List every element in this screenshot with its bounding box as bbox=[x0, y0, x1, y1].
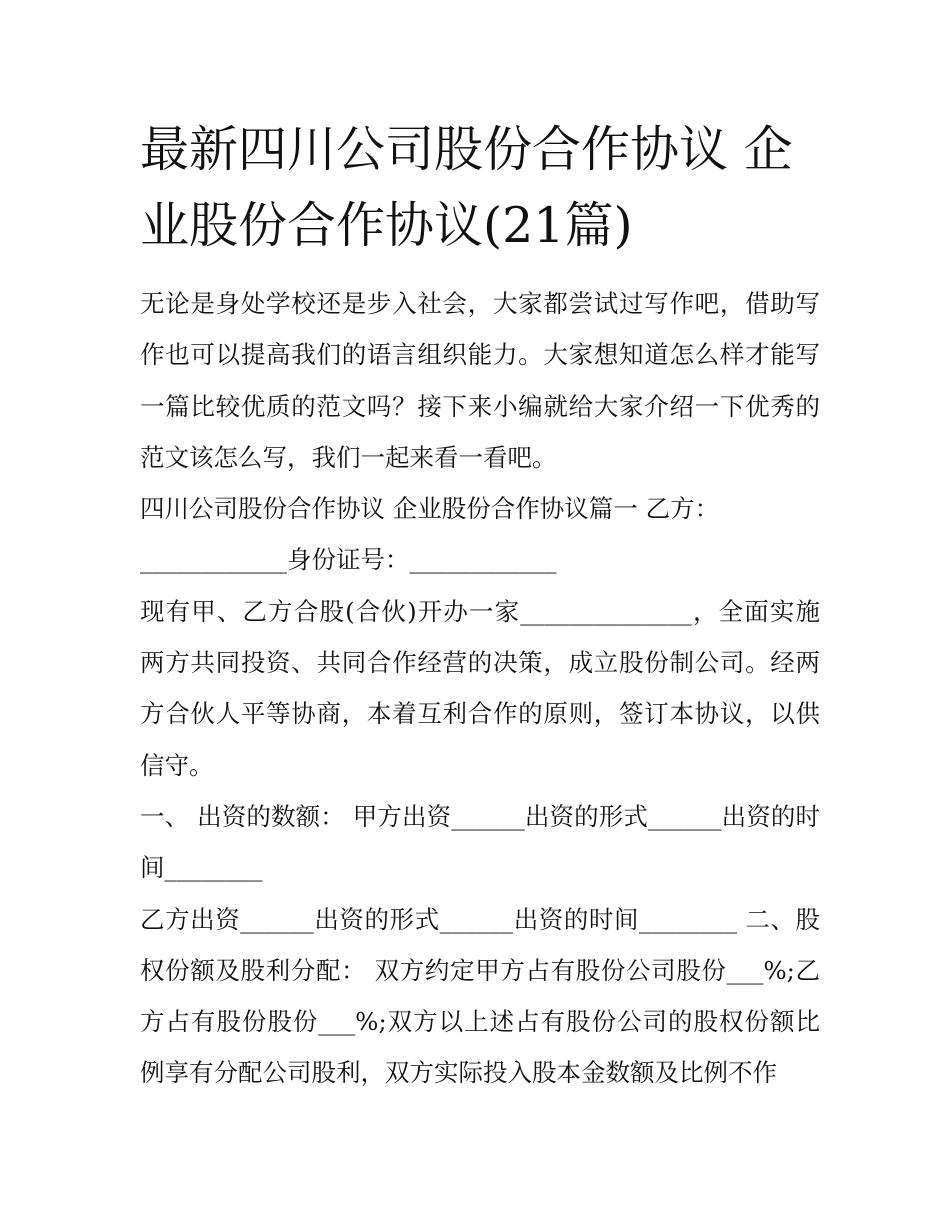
section-heading-paragraph: 四川公司股份合作协议 企业股份合作协议篇一 乙方： bbox=[140, 494, 720, 524]
document-body bbox=[140, 278, 820, 1099]
id-number-line: ____________身份证号：____________ bbox=[140, 545, 557, 575]
capital-contribution-paragraph: 一、 出资的数额： 甲方出资______出资的形式______出资的时间________ bbox=[140, 801, 820, 883]
agreement-preamble-paragraph: 现有甲、乙方合股(合伙)开办一家______________，全面实施两方共同投资、共同合作经营的决策，成立股份制公司。经两方合伙人平等协商，本着互利合作的原则，签订本协议，以供信守。 bbox=[140, 596, 820, 780]
intro-paragraph: 无论是身处学校还是步入社会，大家都尝试过写作吧，借助写作也可以提高我们的语言组织能力。大家想知道怎么样才能写一篇比较优质的范文吗？接下来小编就给大家介绍一下优秀的范文该怎么写，我们一起来看一看吧。 bbox=[140, 289, 820, 472]
document-title: 最新四川公司股份合作协议 企业股份合作协议(21篇) bbox=[140, 121, 793, 254]
equity-share-paragraph: 乙方出资______出资的形式______出资的时间________ 二、股权份额及股利分配： 双方约定甲方占有股份公司股份___%;乙方占有股份股份___%;双方以上述占有股份公司的股权份额比例享有分配公司股利，双方实际投入股本金数额及比例不作 bbox=[140, 904, 820, 1088]
